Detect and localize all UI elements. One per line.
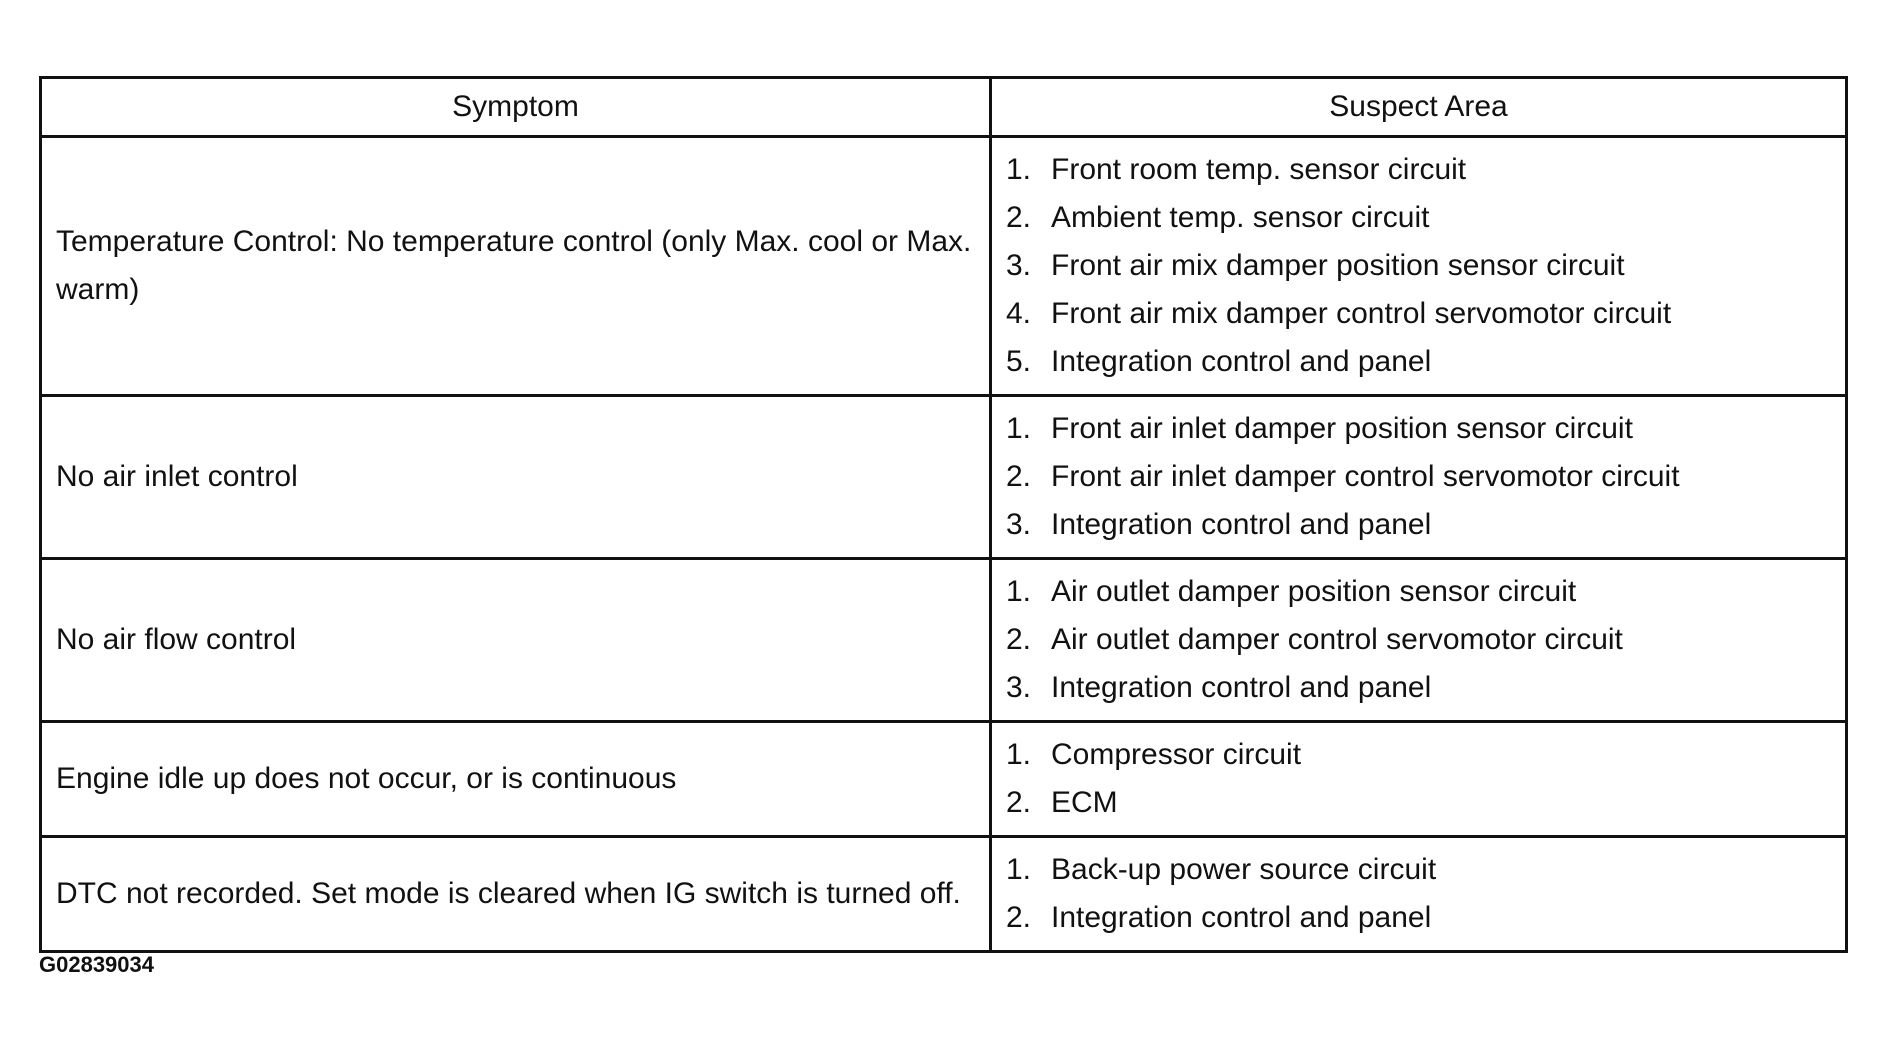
suspect-area-cell [991,559,1847,722]
suspect-area-cell [991,722,1847,837]
suspect-item-text: Air outlet damper control servomotor circuit [1051,623,1623,656]
symptom-cell: No air flow control [41,559,991,722]
suspect-list [1006,405,1831,549]
suspect-item [1006,731,1831,779]
suspect-item-text: Integration control and panel [1051,671,1432,704]
suspect-item-text: Integration control and panel [1051,345,1432,378]
suspect-area-cell [991,137,1847,396]
suspect-item-number: 1. [1006,738,1032,771]
suspect-item-number: 1. [1006,412,1032,445]
suspect-item-text: Front air mix damper position sensor circuit [1051,249,1625,282]
suspect-item-number: 4. [1006,297,1032,330]
suspect-item-number: 5. [1006,345,1032,378]
suspect-item-text: Back-up power source circuit [1051,853,1437,886]
symptom-table-container [39,76,1845,953]
symptom-cell: DTC not recorded. Set mode is cleared when IG switch is turned off. [41,837,991,952]
suspect-item-number: 3. [1006,671,1032,704]
suspect-item [1006,616,1831,664]
suspect-item [1006,338,1831,386]
suspect-item [1006,194,1831,242]
suspect-item-text: Front air mix damper control servomotor circuit [1051,297,1672,330]
suspect-item [1006,846,1831,894]
suspect-item-text: ECM [1051,786,1118,819]
suspect-item-text: Front room temp. sensor circuit [1051,153,1467,186]
symptom-table [39,76,1848,953]
suspect-item [1006,664,1831,712]
symptom-cell: Temperature Control: No temperature control (only Max. cool or Max. warm) [41,137,991,396]
table-header-row [41,78,1847,137]
suspect-item [1006,894,1831,942]
table-row [41,722,1847,837]
suspect-area-cell [991,837,1847,952]
suspect-item-number: 3. [1006,508,1032,541]
suspect-item [1006,242,1831,290]
suspect-item-number: 1. [1006,153,1032,186]
table-body [41,137,1847,952]
header-symptom: Symptom [41,78,991,137]
table-row [41,396,1847,559]
suspect-item-text: Compressor circuit [1051,738,1302,771]
suspect-item-number: 3. [1006,249,1032,282]
suspect-list [1006,146,1831,386]
suspect-item [1006,453,1831,501]
suspect-item [1006,779,1831,827]
suspect-item [1006,290,1831,338]
table-row [41,137,1847,396]
suspect-item [1006,568,1831,616]
suspect-item-text: Front air inlet damper control servomotor circuit [1051,460,1680,493]
suspect-item-number: 2. [1006,786,1032,819]
suspect-list [1006,731,1831,827]
suspect-item-text: Front air inlet damper position sensor circuit [1051,412,1633,445]
suspect-item-text: Integration control and panel [1051,508,1432,541]
symptom-cell: Engine idle up does not occur, or is continuous [41,722,991,837]
suspect-item-number: 2. [1006,901,1032,934]
suspect-list [1006,846,1831,942]
suspect-item [1006,501,1831,549]
suspect-area-cell [991,396,1847,559]
table-row [41,559,1847,722]
suspect-item-text: Air outlet damper position sensor circuit [1051,575,1577,608]
figure-id: G02839034 [39,952,154,977]
symptom-cell: No air inlet control [41,396,991,559]
suspect-item-number: 2. [1006,623,1032,656]
suspect-list [1006,568,1831,712]
suspect-item-number: 2. [1006,460,1032,493]
suspect-item-text: Ambient temp. sensor circuit [1051,201,1430,234]
suspect-item-number: 1. [1006,853,1032,886]
suspect-item [1006,146,1831,194]
suspect-item [1006,405,1831,453]
table-row [41,837,1847,952]
suspect-item-number: 2. [1006,201,1032,234]
suspect-item-text: Integration control and panel [1051,901,1432,934]
header-suspect-area: Suspect Area [991,78,1847,137]
suspect-item-number: 1. [1006,575,1032,608]
